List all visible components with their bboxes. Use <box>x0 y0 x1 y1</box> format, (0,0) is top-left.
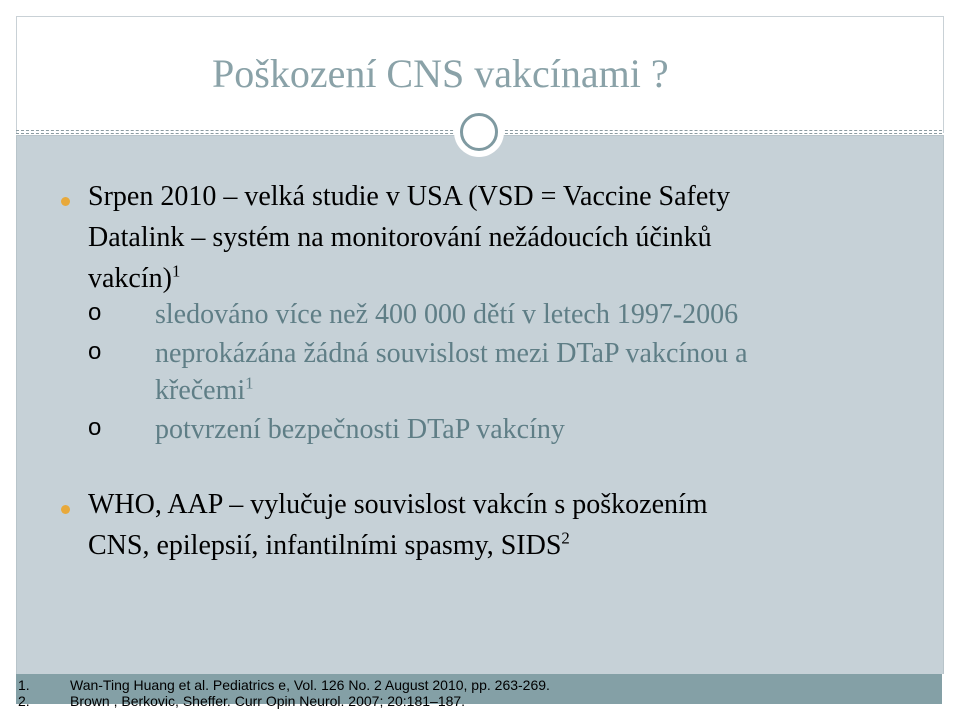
reference-1-text: Wan-Ting Huang et al. Pediatrics e, Vol. 126 No. 2 August 2010, pp. 263-269. <box>70 677 550 693</box>
bullet-2-line-1: WHO, AAP – vylučuje souvislost vakcín s poškozením <box>88 489 708 520</box>
sub-bullet-marker: o <box>88 299 102 326</box>
reference-1-number: 1. <box>18 677 30 693</box>
footnote-ref: 1 <box>245 373 254 393</box>
sub-bullet-1-text: sledováno více než 400 000 dětí v letech 1997-2006 <box>155 299 739 330</box>
bullet-1-line-3-text: vakcín) <box>88 263 172 294</box>
footnote-ref: 2 <box>561 528 570 548</box>
reference-2-number: 2. <box>18 693 30 709</box>
reference-2-text: Brown , Berkovic, Sheffer. Curr Opin Neurol. 2007; 20:181–187. <box>70 693 466 709</box>
sub-bullet-3-text: potvrzení bezpečnosti DTaP vakcíny <box>155 414 565 445</box>
sub-bullet-2-line-2-text: křečemi <box>155 375 246 406</box>
double-ring-circle-icon <box>454 107 504 157</box>
footnote-ref: 1 <box>171 261 181 281</box>
slide-title: Poškození CNS vakcínami ? <box>212 51 669 96</box>
sub-bullet-2-line-1: neprokázána žádná souvislost mezi DTaP vakcínou a <box>155 338 748 369</box>
bullet-1-line-2: Datalink – systém na monitorování nežádoucích účinků <box>88 222 712 253</box>
sub-bullet-marker: o <box>88 414 102 441</box>
inner-ring <box>460 113 498 151</box>
bullet-2-line-2-text: CNS, epilepsií, infantilními spasmy, SIDS <box>88 530 562 561</box>
bullet-1-line-3 <box>88 259 180 299</box>
bullet-2-line-2 <box>88 526 570 566</box>
bullet-1-line-1: Srpen 2010 – velká studie v USA (VSD = Vaccine Safety <box>88 181 731 212</box>
sub-bullet-marker: o <box>88 338 102 365</box>
orange-dot-icon <box>61 505 70 514</box>
sub-bullet-2-line-2 <box>155 372 254 410</box>
orange-dot-icon <box>61 197 70 206</box>
